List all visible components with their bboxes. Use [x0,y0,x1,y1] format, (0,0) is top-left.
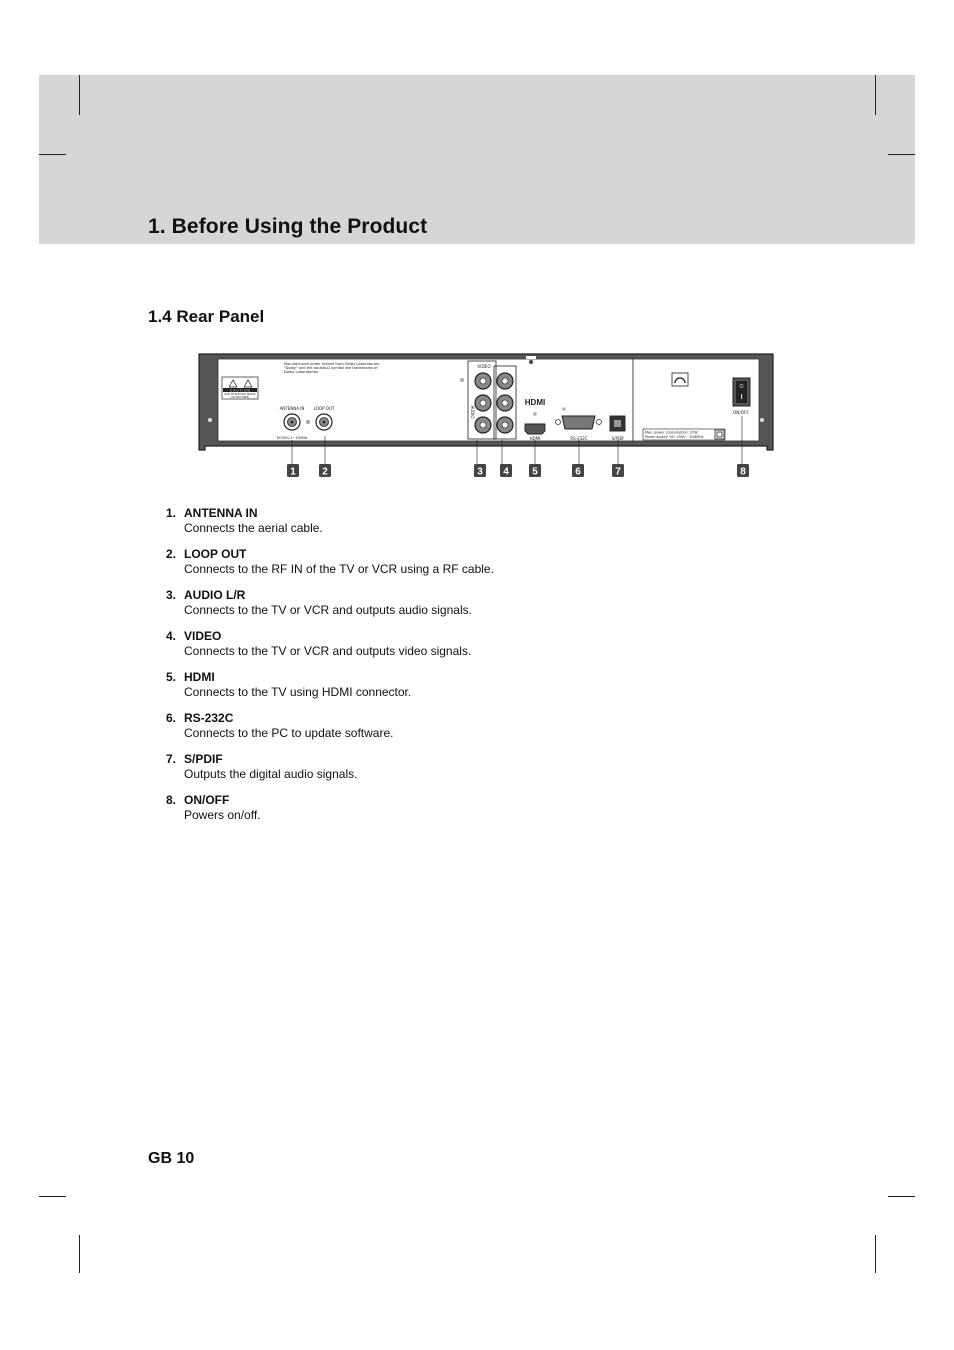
crop-mark [875,75,876,115]
power-line: Max. power consumption: 37W [645,430,698,435]
callout-5 [529,464,541,478]
section-title: 1.4 Rear Panel [148,307,265,326]
item-number: 5. [166,670,177,684]
item-title: HDMI [184,670,215,684]
page-number: GB 10 [148,1150,195,1167]
svg-text:4: 4 [503,466,509,478]
item-number: 3. [166,588,177,602]
crop-mark [875,1235,876,1273]
license-line: "Dolby" and the double-D symbol are trademarks of [284,366,378,370]
item-description: Outputs the digital audio signals. [184,767,358,781]
callout-8 [737,464,749,478]
item-description: Connects to the TV or VCR and outputs video signals. [184,644,472,658]
license-line: Dolby Laboratories. [284,370,320,374]
audio-label: AUDIO [470,405,475,419]
item-description: Connects the aerial cable. [184,521,323,535]
hdmi-logo: HDMI [524,398,546,407]
chapter-title: 1. Before Using the Product [148,215,428,238]
item-number: 6. [166,711,177,725]
rs232c-label: RS-232C [570,436,588,441]
callout-1 [287,464,299,478]
on-off-label: ON/OFF [733,410,749,415]
item-title: AUDIO L/R [184,588,246,602]
antenna-spec: DC5V/0.1~100MA [276,436,308,440]
svg-text:3: 3 [477,466,483,478]
rear-panel-illustration [196,350,776,482]
callout-4 [500,464,512,478]
svg-text:1: 1 [290,466,296,478]
item-number: 1. [166,506,177,520]
svg-text:6: 6 [575,466,581,478]
svg-text:8: 8 [740,466,746,478]
spdif-label: S/PDIF [611,436,625,441]
video-label: VIDEO [477,364,491,369]
item-description: Powers on/off. [184,808,261,822]
antenna-in-label: ANTENNA IN [279,406,305,411]
hdmi-label: HDMI [529,436,541,441]
hdmi-connector[interactable] [525,424,545,434]
callout-7 [612,464,624,478]
license-line: Manufactured under license from Dolby Laboratories. [284,362,381,366]
svg-text:5: 5 [532,466,538,478]
item-title: ON/OFF [184,793,230,807]
crop-mark [888,154,915,155]
item-title: ANTENNA IN [184,506,258,520]
callout-2 [319,464,331,478]
svg-text:2: 2 [322,466,328,478]
item-description: Connects to the TV using HDMI connector. [184,685,412,699]
item-description: Connects to the PC to update software. [184,726,394,740]
crop-mark [79,75,80,115]
item-number: 7. [166,752,177,766]
item-number: 8. [166,793,177,807]
item-description: Connects to the TV or VCR and outputs audio signals. [184,603,472,617]
caution-line: RISK OF ELECTRIC SHOCK [224,393,256,396]
power-line: Power supply: 90~250V~ 50/60Hz [645,435,704,439]
loop-out-label: LOOP OUT [313,406,335,411]
item-title: S/PDIF [184,752,223,766]
callout-3 [474,464,486,478]
item-number: 2. [166,547,177,561]
caution-title: C A U T I O N [230,388,250,393]
crop-mark [39,1196,66,1197]
item-title: VIDEO [184,629,222,643]
svg-text:7: 7 [615,466,621,478]
crop-mark [39,154,66,155]
item-number: 4. [166,629,177,643]
item-description: Connects to the RF IN of the TV or VCR using a RF cable. [184,562,494,576]
rs232c-connector[interactable] [562,416,595,429]
item-title: RS-232C [184,711,234,725]
crop-mark [79,1235,80,1273]
callout-6 [572,464,584,478]
caution-line: DO NOT OPEN [231,396,249,399]
item-title: LOOP OUT [184,547,247,561]
crop-mark [888,1196,915,1197]
